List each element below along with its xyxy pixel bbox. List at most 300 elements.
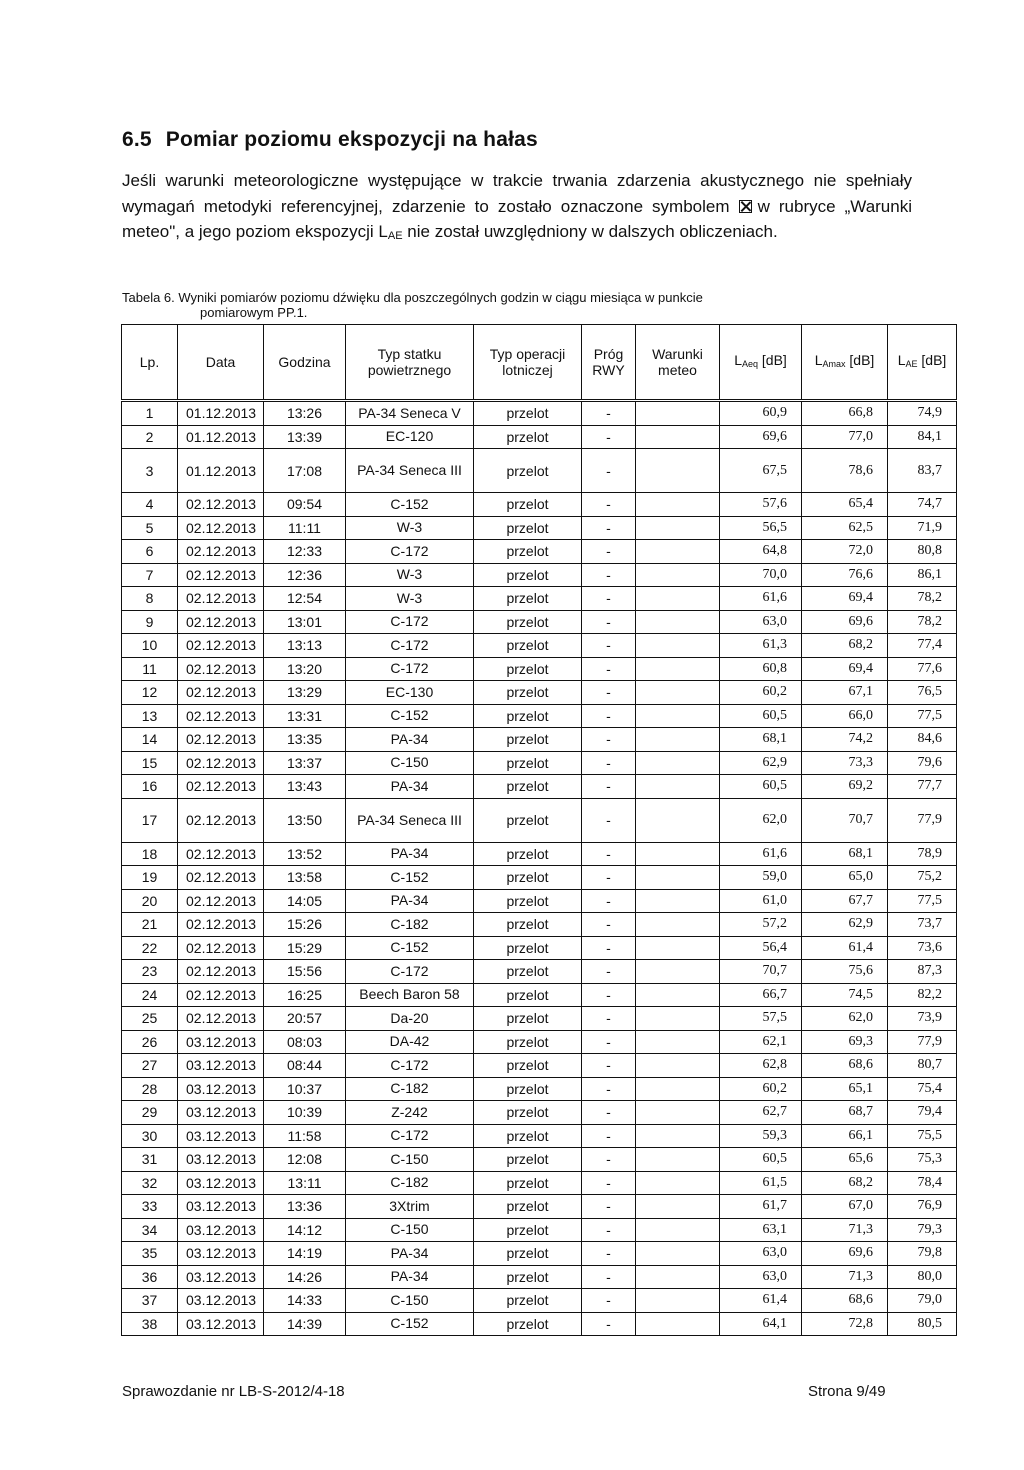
table-row (122, 1171, 957, 1195)
cell-godzina: 12:54 (264, 587, 346, 611)
cell-godzina: 09:54 (264, 493, 346, 517)
cell-lamax: 65,6 (802, 1148, 888, 1172)
cell-data: 01.12.2013 (178, 449, 264, 493)
cell-prog: - (582, 798, 636, 842)
cell-prog: - (582, 1101, 636, 1125)
cell-typ-operacji: przelot (474, 1054, 582, 1078)
cell-prog: - (582, 1242, 636, 1266)
table-row (122, 913, 957, 937)
cell-laeq: 60,5 (720, 1148, 802, 1172)
cell-typ-statku: Da-20 (346, 1007, 474, 1031)
cell-laeq: 56,5 (720, 516, 802, 540)
cell-warunki (636, 983, 720, 1007)
table-row (122, 634, 957, 658)
cell-prog: - (582, 1171, 636, 1195)
cell-godzina: 08:03 (264, 1030, 346, 1054)
cell-typ-statku: C-152 (346, 1312, 474, 1336)
cell-lamax: 69,2 (802, 775, 888, 799)
cell-data: 02.12.2013 (178, 866, 264, 890)
cell-lp: 1 (122, 401, 178, 426)
cell-data: 03.12.2013 (178, 1171, 264, 1195)
cell-typ-statku: C-172 (346, 1124, 474, 1148)
cell-godzina: 13:26 (264, 401, 346, 426)
cell-data: 02.12.2013 (178, 610, 264, 634)
intro-paragraph (122, 168, 912, 250)
cell-data: 03.12.2013 (178, 1242, 264, 1266)
cell-typ-statku: PA-34 (346, 889, 474, 913)
table-row (122, 1054, 957, 1078)
cell-typ-statku: W-3 (346, 516, 474, 540)
cell-lamax: 72,0 (802, 540, 888, 564)
cell-lp: 30 (122, 1124, 178, 1148)
cell-warunki (636, 587, 720, 611)
cell-data: 02.12.2013 (178, 936, 264, 960)
cell-lp: 22 (122, 936, 178, 960)
header-warunki: Warunki meteo (636, 325, 720, 401)
header-typ-statku: Typ statku powietrznego (346, 325, 474, 401)
cell-data: 02.12.2013 (178, 775, 264, 799)
cell-data: 03.12.2013 (178, 1218, 264, 1242)
cell-typ-operacji: przelot (474, 1171, 582, 1195)
table-row (122, 1195, 957, 1219)
table-row (122, 610, 957, 634)
table-row (122, 1101, 957, 1125)
cell-typ-operacji: przelot (474, 634, 582, 658)
cell-typ-statku: EC-120 (346, 425, 474, 449)
cell-data: 02.12.2013 (178, 798, 264, 842)
cell-prog: - (582, 1054, 636, 1078)
page-number: Strona 9/49 (808, 1383, 886, 1400)
cell-warunki (636, 493, 720, 517)
cell-godzina: 14:26 (264, 1265, 346, 1289)
table-row (122, 704, 957, 728)
cell-godzina: 13:20 (264, 657, 346, 681)
cell-godzina: 13:29 (264, 681, 346, 705)
cell-data: 03.12.2013 (178, 1148, 264, 1172)
cell-typ-statku: C-150 (346, 1218, 474, 1242)
cell-typ-statku: PA-34 Seneca III (346, 798, 474, 842)
cell-data: 03.12.2013 (178, 1289, 264, 1313)
cell-prog: - (582, 1289, 636, 1313)
paragraph-text-3: nie został uwzględniony w dalszych obliczeniach. (402, 222, 778, 241)
cell-lamax: 76,6 (802, 563, 888, 587)
cell-laeq: 70,7 (720, 960, 802, 984)
cell-prog: - (582, 1148, 636, 1172)
cell-godzina: 15:26 (264, 913, 346, 937)
cell-laeq: 64,1 (720, 1312, 802, 1336)
cell-lae: 80,7 (888, 1054, 957, 1078)
cell-lp: 25 (122, 1007, 178, 1031)
cell-laeq: 61,0 (720, 889, 802, 913)
cell-lamax: 62,0 (802, 1007, 888, 1031)
header-laeq: LAeq [dB] (720, 325, 802, 401)
cell-typ-operacji: przelot (474, 889, 582, 913)
cell-lae: 78,4 (888, 1171, 957, 1195)
cell-data: 02.12.2013 (178, 913, 264, 937)
cell-godzina: 13:39 (264, 425, 346, 449)
table-row (122, 983, 957, 1007)
cell-lae: 77,5 (888, 889, 957, 913)
cell-lae: 79,8 (888, 1242, 957, 1266)
cell-godzina: 12:36 (264, 563, 346, 587)
header-lp: Lp. (122, 325, 178, 401)
cell-typ-operacji: przelot (474, 913, 582, 937)
cell-godzina: 14:12 (264, 1218, 346, 1242)
cell-laeq: 60,5 (720, 775, 802, 799)
cell-typ-operacji: przelot (474, 401, 582, 426)
cell-typ-operacji: przelot (474, 798, 582, 842)
cell-prog: - (582, 1312, 636, 1336)
cell-lamax: 71,3 (802, 1218, 888, 1242)
cell-typ-operacji: przelot (474, 1289, 582, 1313)
cell-lamax: 68,2 (802, 634, 888, 658)
cell-data: 02.12.2013 (178, 728, 264, 752)
cell-warunki (636, 842, 720, 866)
cell-typ-operacji: przelot (474, 1077, 582, 1101)
cell-warunki (636, 634, 720, 658)
cell-prog: - (582, 889, 636, 913)
cell-lamax: 70,7 (802, 798, 888, 842)
cell-typ-statku: C-172 (346, 610, 474, 634)
cell-lp: 2 (122, 425, 178, 449)
cell-laeq: 57,5 (720, 1007, 802, 1031)
table-row (122, 449, 957, 493)
table-row (122, 775, 957, 799)
cell-prog: - (582, 775, 636, 799)
cell-prog: - (582, 866, 636, 890)
cell-lp: 19 (122, 866, 178, 890)
table-row (122, 866, 957, 890)
cell-lp: 5 (122, 516, 178, 540)
cell-warunki (636, 960, 720, 984)
cell-laeq: 60,8 (720, 657, 802, 681)
cell-typ-operacji: przelot (474, 983, 582, 1007)
cell-warunki (636, 1101, 720, 1125)
cell-lamax: 68,2 (802, 1171, 888, 1195)
cell-prog: - (582, 540, 636, 564)
cell-prog: - (582, 563, 636, 587)
cell-laeq: 62,7 (720, 1101, 802, 1125)
cell-lamax: 69,6 (802, 1242, 888, 1266)
cell-lp: 37 (122, 1289, 178, 1313)
cell-lp: 35 (122, 1242, 178, 1266)
cell-godzina: 14:05 (264, 889, 346, 913)
cell-typ-statku: C-182 (346, 1077, 474, 1101)
cell-warunki (636, 913, 720, 937)
paragraph-subscript: AE (387, 230, 403, 242)
cell-warunki (636, 1007, 720, 1031)
cell-lp: 27 (122, 1054, 178, 1078)
cell-warunki (636, 610, 720, 634)
cell-lae: 83,7 (888, 449, 957, 493)
cell-data: 01.12.2013 (178, 401, 264, 426)
cell-lae: 76,5 (888, 681, 957, 705)
header-lae: LAE [dB] (888, 325, 957, 401)
cell-godzina: 11:58 (264, 1124, 346, 1148)
cell-lamax: 62,9 (802, 913, 888, 937)
table-row (122, 1124, 957, 1148)
table-row (122, 1312, 957, 1336)
cell-lae: 77,5 (888, 704, 957, 728)
cell-typ-operacji: przelot (474, 449, 582, 493)
cell-lp: 32 (122, 1171, 178, 1195)
cell-lae: 79,3 (888, 1218, 957, 1242)
cell-godzina: 10:37 (264, 1077, 346, 1101)
cell-lae: 75,5 (888, 1124, 957, 1148)
cell-godzina: 12:08 (264, 1148, 346, 1172)
cell-lamax: 68,6 (802, 1054, 888, 1078)
cell-typ-operacji: przelot (474, 587, 582, 611)
cell-data: 03.12.2013 (178, 1312, 264, 1336)
cell-lae: 73,7 (888, 913, 957, 937)
cell-typ-statku: DA-42 (346, 1030, 474, 1054)
cell-laeq: 59,3 (720, 1124, 802, 1148)
cell-lae: 80,5 (888, 1312, 957, 1336)
section-heading (122, 128, 538, 152)
cell-lp: 18 (122, 842, 178, 866)
cell-godzina: 14:39 (264, 1312, 346, 1336)
cell-lae: 84,1 (888, 425, 957, 449)
cell-data: 02.12.2013 (178, 960, 264, 984)
cell-typ-statku: C-172 (346, 540, 474, 564)
cell-lamax: 78,6 (802, 449, 888, 493)
cell-data: 03.12.2013 (178, 1101, 264, 1125)
cell-godzina: 13:58 (264, 866, 346, 890)
cell-godzina: 13:36 (264, 1195, 346, 1219)
cell-typ-statku: C-152 (346, 704, 474, 728)
cell-lamax: 68,7 (802, 1101, 888, 1125)
cell-lp: 12 (122, 681, 178, 705)
cell-typ-operacji: przelot (474, 775, 582, 799)
cell-prog: - (582, 1007, 636, 1031)
cell-lamax: 74,2 (802, 728, 888, 752)
cell-prog: - (582, 587, 636, 611)
cell-lamax: 65,4 (802, 493, 888, 517)
cell-lp: 15 (122, 751, 178, 775)
cell-laeq: 66,7 (720, 983, 802, 1007)
cell-lae: 75,2 (888, 866, 957, 890)
cell-laeq: 61,6 (720, 587, 802, 611)
cell-lp: 29 (122, 1101, 178, 1125)
cell-warunki (636, 401, 720, 426)
cell-data: 03.12.2013 (178, 1195, 264, 1219)
cell-warunki (636, 657, 720, 681)
cell-typ-operacji: przelot (474, 1242, 582, 1266)
cell-typ-statku: C-182 (346, 913, 474, 937)
cell-data: 03.12.2013 (178, 1265, 264, 1289)
cell-prog: - (582, 610, 636, 634)
cell-warunki (636, 681, 720, 705)
cell-lae: 78,9 (888, 842, 957, 866)
cell-prog: - (582, 983, 636, 1007)
cell-godzina: 16:25 (264, 983, 346, 1007)
cell-prog: - (582, 425, 636, 449)
cell-prog: - (582, 842, 636, 866)
cell-godzina: 13:01 (264, 610, 346, 634)
cell-godzina: 14:19 (264, 1242, 346, 1266)
cell-lp: 34 (122, 1218, 178, 1242)
cell-typ-statku: PA-34 Seneca V (346, 401, 474, 426)
cell-typ-operacji: przelot (474, 1265, 582, 1289)
cell-lp: 36 (122, 1265, 178, 1289)
cell-warunki (636, 704, 720, 728)
table-row (122, 1218, 957, 1242)
cell-data: 03.12.2013 (178, 1077, 264, 1101)
cell-typ-statku: C-172 (346, 657, 474, 681)
cell-lamax: 75,6 (802, 960, 888, 984)
cell-lp: 7 (122, 563, 178, 587)
cell-warunki (636, 1195, 720, 1219)
cell-lae: 75,4 (888, 1077, 957, 1101)
cell-prog: - (582, 681, 636, 705)
cell-warunki (636, 889, 720, 913)
cell-typ-operacji: przelot (474, 1148, 582, 1172)
cell-prog: - (582, 960, 636, 984)
cell-lae: 75,3 (888, 1148, 957, 1172)
cell-lamax: 74,5 (802, 983, 888, 1007)
cell-data: 02.12.2013 (178, 681, 264, 705)
cell-lae: 80,8 (888, 540, 957, 564)
cell-lamax: 66,1 (802, 1124, 888, 1148)
table-body (122, 401, 957, 1336)
cell-laeq: 68,1 (720, 728, 802, 752)
cell-lp: 14 (122, 728, 178, 752)
cell-laeq: 61,6 (720, 842, 802, 866)
cell-godzina: 17:08 (264, 449, 346, 493)
table-row (122, 889, 957, 913)
cell-data: 02.12.2013 (178, 657, 264, 681)
cell-typ-operacji: przelot (474, 1030, 582, 1054)
table-row (122, 516, 957, 540)
table-row (122, 751, 957, 775)
cell-lae: 73,6 (888, 936, 957, 960)
cell-data: 02.12.2013 (178, 889, 264, 913)
cell-typ-operacji: przelot (474, 1124, 582, 1148)
cell-typ-statku: Beech Baron 58 (346, 983, 474, 1007)
cell-lp: 31 (122, 1148, 178, 1172)
cell-typ-operacji: przelot (474, 657, 582, 681)
cell-lp: 20 (122, 889, 178, 913)
cell-typ-operacji: przelot (474, 1007, 582, 1031)
cell-laeq: 59,0 (720, 866, 802, 890)
crossed-box-icon (739, 200, 752, 213)
cell-prog: - (582, 634, 636, 658)
cell-data: 02.12.2013 (178, 704, 264, 728)
cell-typ-statku: C-172 (346, 634, 474, 658)
cell-lae: 76,9 (888, 1195, 957, 1219)
cell-prog: - (582, 913, 636, 937)
cell-lamax: 67,1 (802, 681, 888, 705)
cell-warunki (636, 1148, 720, 1172)
cell-godzina: 13:43 (264, 775, 346, 799)
cell-prog: - (582, 1218, 636, 1242)
cell-lae: 73,9 (888, 1007, 957, 1031)
cell-typ-statku: W-3 (346, 587, 474, 611)
cell-laeq: 63,0 (720, 610, 802, 634)
cell-typ-statku: C-152 (346, 493, 474, 517)
cell-laeq: 63,0 (720, 1242, 802, 1266)
cell-lp: 24 (122, 983, 178, 1007)
cell-laeq: 61,5 (720, 1171, 802, 1195)
header-prog: Próg RWY (582, 325, 636, 401)
cell-data: 02.12.2013 (178, 751, 264, 775)
cell-lamax: 69,4 (802, 657, 888, 681)
cell-laeq: 60,9 (720, 401, 802, 426)
table-row (122, 401, 957, 426)
cell-lp: 33 (122, 1195, 178, 1219)
table-header-row (122, 325, 957, 401)
cell-lae: 82,2 (888, 983, 957, 1007)
cell-lae: 77,9 (888, 1030, 957, 1054)
cell-laeq: 60,2 (720, 681, 802, 705)
table-row (122, 425, 957, 449)
cell-lae: 77,6 (888, 657, 957, 681)
cell-laeq: 67,5 (720, 449, 802, 493)
cell-prog: - (582, 936, 636, 960)
cell-lp: 28 (122, 1077, 178, 1101)
header-lamax: LAmax [dB] (802, 325, 888, 401)
cell-typ-operacji: przelot (474, 540, 582, 564)
cell-lamax: 67,7 (802, 889, 888, 913)
cell-lae: 77,4 (888, 634, 957, 658)
cell-laeq: 70,0 (720, 563, 802, 587)
cell-godzina: 14:33 (264, 1289, 346, 1313)
cell-lp: 9 (122, 610, 178, 634)
cell-warunki (636, 936, 720, 960)
cell-prog: - (582, 657, 636, 681)
cell-godzina: 15:29 (264, 936, 346, 960)
table-row (122, 1030, 957, 1054)
cell-laeq: 63,1 (720, 1218, 802, 1242)
cell-prog: - (582, 751, 636, 775)
cell-lp: 4 (122, 493, 178, 517)
cell-lae: 74,7 (888, 493, 957, 517)
caption-line-2: pomiarowym PP.1. (200, 305, 308, 320)
cell-typ-operacji: przelot (474, 425, 582, 449)
cell-data: 02.12.2013 (178, 563, 264, 587)
cell-typ-operacji: przelot (474, 493, 582, 517)
cell-godzina: 13:37 (264, 751, 346, 775)
results-table (121, 324, 957, 1336)
cell-typ-statku: PA-34 (346, 842, 474, 866)
cell-lamax: 68,6 (802, 1289, 888, 1313)
cell-lae: 79,6 (888, 751, 957, 775)
cell-lp: 13 (122, 704, 178, 728)
cell-warunki (636, 563, 720, 587)
cell-data: 02.12.2013 (178, 493, 264, 517)
cell-lae: 79,4 (888, 1101, 957, 1125)
cell-warunki (636, 540, 720, 564)
cell-typ-operacji: przelot (474, 1218, 582, 1242)
cell-laeq: 62,1 (720, 1030, 802, 1054)
cell-godzina: 11:11 (264, 516, 346, 540)
table-row (122, 587, 957, 611)
table-row (122, 728, 957, 752)
cell-warunki (636, 866, 720, 890)
cell-typ-operacji: przelot (474, 751, 582, 775)
cell-typ-operacji: przelot (474, 1101, 582, 1125)
cell-typ-operacji: przelot (474, 728, 582, 752)
table-row (122, 842, 957, 866)
cell-prog: - (582, 493, 636, 517)
cell-typ-statku: C-172 (346, 960, 474, 984)
cell-warunki (636, 425, 720, 449)
cell-typ-statku: PA-34 (346, 1265, 474, 1289)
cell-laeq: 69,6 (720, 425, 802, 449)
cell-lae: 74,9 (888, 401, 957, 426)
table-row (122, 540, 957, 564)
cell-lamax: 66,8 (802, 401, 888, 426)
